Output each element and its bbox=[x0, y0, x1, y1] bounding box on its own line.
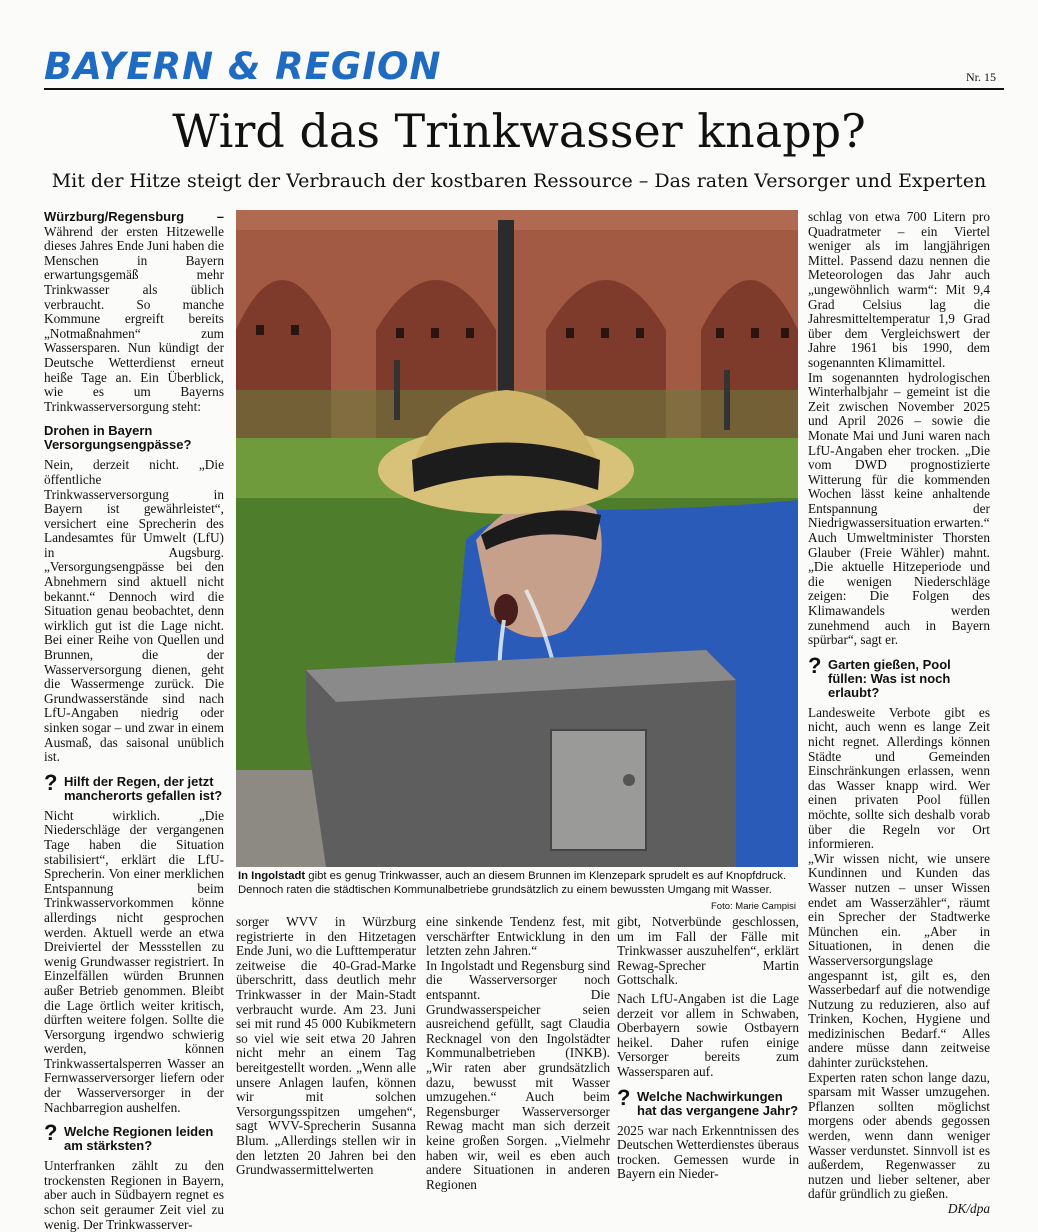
paragraph: Landesweite Verbote gibt es nicht, auch wenn es lange Zeit nicht regnet. Allerdings können Städte und Gemeinden Einschränkungen erlassen, wenn das Wasser knapp wird. Wer einen privaten Pool füllen möchte, sollte sich deshalb vorab über die Regeln vor Ort informieren. bbox=[808, 704, 990, 852]
article-photo bbox=[236, 210, 798, 867]
question-mark-icon: ? bbox=[44, 769, 58, 795]
drinking-fountain-photo bbox=[236, 210, 798, 867]
question-mark-icon: ? bbox=[44, 1120, 58, 1146]
intro-paragraph: Würzburg/Regensburg – Während der ersten Hitzewelle dieses Jahres Ende Juni haben die Menschen in Bayern erwartungsgemäß mehr Trinkwasser als üblich verbraucht. So manche Kommune ergreift bereits „Notmaßnahmen“ zum Wassersparen. Nun kündigt der Deutsche Wetterdienst erneut heiße Tage an. Ein Überblick, wie es um Bayerns Trinkwasserversorgung steht: bbox=[44, 209, 224, 414]
section-title: BAYERN & REGION bbox=[44, 45, 442, 88]
article-column-2 bbox=[236, 915, 416, 1178]
dateline: Würzburg/Regensburg – bbox=[44, 209, 224, 224]
author-signature: DK/dpa bbox=[947, 1201, 990, 1216]
article-subheadline: Mit der Hitze steigt der Verbrauch der kostbaren Ressource – Das raten Versorger und Experten bbox=[51, 170, 987, 192]
photo-caption: In Ingolstadt gibt es genug Trinkwasser, auch an diesem Brunnen im Klenzepark sprudelt es auf Knopfdruck. Dennoch raten die städtischen Kommunalbetriebe grundsätzlich zu einem bewussten Umgang mit Wasser. bbox=[238, 870, 787, 896]
paragraph: sorger WVV in Würzburg registrierte in den Hitzetagen Ende Juni, wo die Lufttemperatur zeitweise die 40-Grad-Marke überschritt, dass deutlich mehr Trinkwasser in der Main-Stadt verbraucht wurde. Am 23. Juni sei mit rund 45 000 Kubikmetern so viel wie seit etwa 20 Jahren nicht mehr an einem Tag bereitgestellt worden. „Wenn alle unsere Anlagen laufen, können wir mit solchen Versorgungsspitzen umgehen“, sagt WVV-Sprecherin Susanna Blum. „Allerdings stellen wir in den letzten 20 Jahren bei den Grundwassermittelwerten bbox=[236, 914, 416, 1178]
article-headline: Wird das Trinkwasser knapp? bbox=[172, 104, 866, 158]
paragraph: „Wir wissen nicht, wie unsere Kundinnen und Kunden das Wasser nutzen – unser Wissen endet am Wasserzähler“, räumt ein Sprecher der Stadtwerke München ein. „Aber in Situationen, in denen die Wasserversorgungslage angespannt ist, gilt es, den Wasserbedarf auf die notwendige Nutzung zu reduzieren, also auf Trinken, Kochen, Hygiene und medizinischen Bedarf.“ Alles andere müsse dann zeitweise dahinter zurückstehen. bbox=[808, 850, 990, 1071]
question-heading: ? Hilft der Regen, der jetzt mancherorts gefallen ist? bbox=[44, 769, 223, 803]
paragraph: Nach LfU-Angaben ist die Lage derzeit vor allem in Schwaben, Oberbayern sowie Ostbayern heikel. Daher rufen einige Versorger bereits zum Wassersparen auf. bbox=[617, 990, 799, 1079]
paragraph: eine sinkende Tendenz fest, mit verschärfter Entwicklung in den letzten zehn Jahren.“ bbox=[426, 914, 610, 959]
question-heading: Drohen in Bayern Versorgungsengpässe? bbox=[44, 423, 192, 453]
paragraph: Nicht wirklich. „Die Niederschläge der vergangenen Tage haben die Situation stabilisiert“, erklärt die LfU-Sprecherin. Von einer merklichen Entspannung beim Trinkwasservorkommen könne allerdings nicht gesprochen werden. Aktuell werde an etwa Dreiviertel der Messstellen zu wenig Grundwasser registriert. In Einzelfällen würden Brunnen außer Betrieb genommen. Bleibt die Lage örtlich weiter kritisch, dürften weitere folgen. Sollte die Versorgung irgendwo schwierig werden, können Trinkwassertalsperren Wasser an Fernwasserversorger liefern oder der Wasserversorger in der Nachbarregion aushelfen. bbox=[44, 807, 224, 1115]
question-heading: ? Welche Regionen leiden am stärksten? bbox=[44, 1120, 214, 1154]
header-rule bbox=[44, 88, 1004, 90]
paragraph: gibt, Notverbünde geschlossen, um im Fall der Fälle mit Trinkwasser auszuhelfen“, erklärt Rewag-Sprecher Martin Gottschalk. bbox=[617, 914, 799, 988]
paragraph: Im sogenannten hydrologischen Winterhalbjahr – gemeint ist die Zeit zwischen November 2025 und April 2026 – sowie die Monate Mai und Juni waren nach LfU-Angaben eher trocken. „Die vom DWD prognostizierte Witterung für die kommenden Wochen lässt keine anhaltende Entspannung der Niedrigwassersituation erwarten.“ bbox=[808, 369, 990, 531]
article-column-4 bbox=[617, 915, 799, 1182]
paragraph: Experten raten schon lange dazu, sparsam mit Wasser umzugehen. Pflanzen sollten möglichst morgens oder abends gegossen werden, wenn dann weniger Wasser verdunstet. Sinnvoll ist es außerdem, Regenwasser zu nutzen und lieber seltener, aber dafür gründlich zu gießen. bbox=[808, 1069, 990, 1202]
article-column-3 bbox=[426, 915, 610, 1192]
photo-credit: Foto: Marie Campisi bbox=[711, 901, 796, 912]
paragraph: 2025 war nach Erkenntnissen des Deutschen Wetterdienstes überaus trocken. Gemessen wurde in Bayern ein Nieder- bbox=[617, 1122, 799, 1182]
paragraph: schlag von etwa 700 Litern pro Quadratmeter – ein Viertel weniger als im langjährigen Mittel. Passend dazu nennen die Meteorologen das Jahr auch „ungewöhnlich warm“: Mit 9,4 Grad Celsius lag die Jahresmitteltemperatur 1,9 Grad über dem Vergleichswert der Jahre 1961 bis 1990, dem sogenannten Klimamittel. bbox=[808, 209, 990, 370]
paragraph: Auch Umweltminister Thorsten Glauber (Freie Wähler) mahnt. „Die aktuelle Hitzeperiode und die wenigen Niederschläge zeigen: Die Folgen des Klimawandels werden zunehmend auch in Bayern spürbar“, sagt er. bbox=[808, 530, 990, 648]
question-mark-icon: ? bbox=[617, 1084, 631, 1110]
question-mark-icon: ? bbox=[808, 652, 822, 678]
issue-number: Nr. 15 bbox=[966, 70, 996, 84]
article-column-1 bbox=[44, 210, 224, 1232]
question-heading: ? Welche Nachwirkungen hat das vergangene Jahr? bbox=[617, 1084, 799, 1118]
paragraph: Nein, derzeit nicht. „Die öffentliche Trinkwasserversorgung in Bayern ist gewährleistet“, versichert eine Sprecherin des Landesamtes für Umwelt (LfU) in Augsburg. „Versorgungsengpässe bei den Abnehmern sind aktuell nicht bekannt.“ Dennoch wird die Situation genau beobachtet, denn wirklich gut ist die Lage nicht. Bei einer Reihe von Quellen und Brunnen, die der Wasserversorgung dienen, geht die Wassermenge zurück. Die Grundwasserstände sind nach LfU-Angaben niedrig oder sinken sogar – und zwar in einem Ausmaß, das saisonal unüblich ist. bbox=[44, 457, 224, 765]
paragraph: In Ingolstadt und Regensburg sind die Wasserversorger noch entspannt. Die Grundwasserspeicher seien ausreichend gefüllt, sagt Claudia Recknagel von den Ingolstädter Kommunalbetrieben (INKB). „Wir raten aber grundsätzlich dazu, bewusst mit Wasser umzugehen.“ Auch beim Regensburger Wasserversorger Rewag macht man sich derzeit keine großen Sorgen. „Vielmehr haben wir, weil es eben auch andere Situationen in anderen Regionen bbox=[426, 957, 610, 1192]
article-column-5 bbox=[808, 210, 990, 1217]
paragraph: Unterfranken zählt zu den trockensten Regionen in Bayern, aber auch in Südbayern regnet es schon seit geraumer Zeit viel zu wenig. Der Trinkwasserver- bbox=[44, 1158, 224, 1232]
question-heading: ? Garten gießen, Pool füllen: Was ist noch erlaubt? bbox=[808, 652, 951, 700]
